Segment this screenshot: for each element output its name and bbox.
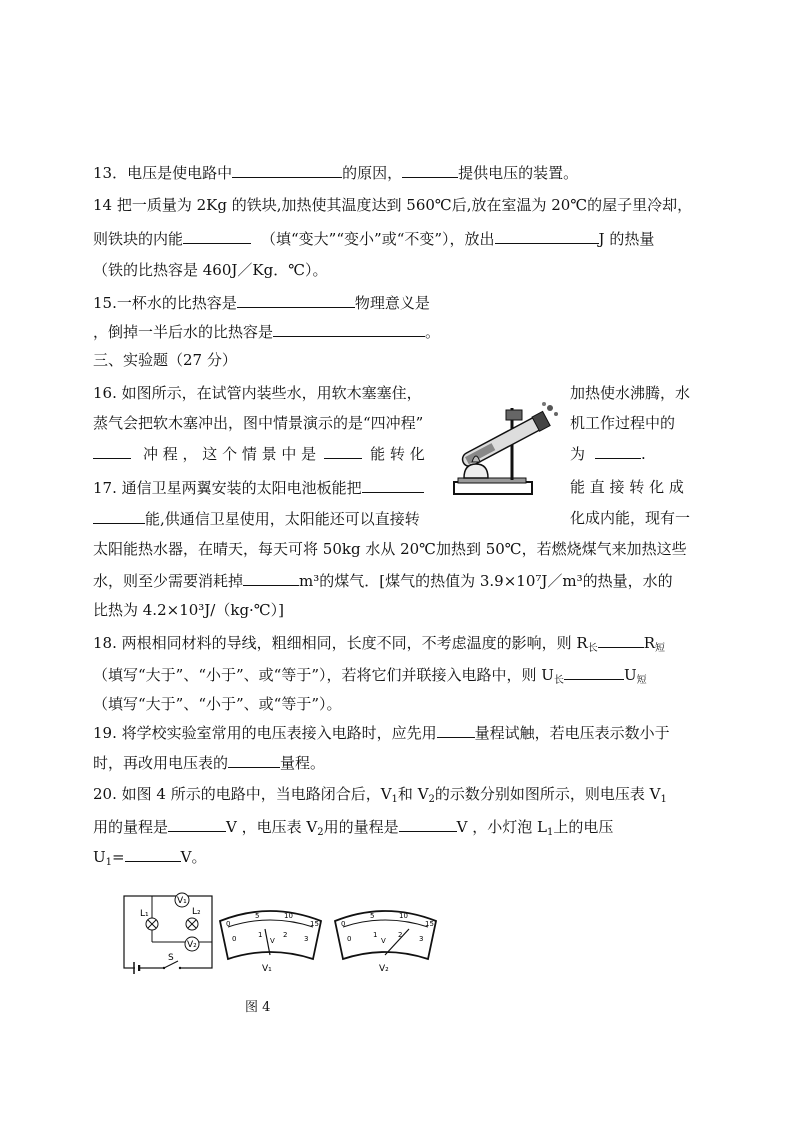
q18-text-3: （填写“大于”、“小于”、或“等于”）。 [93,695,342,713]
q18-line-2 [93,664,647,691]
q18-line-1 [93,632,665,659]
q16-blank-1[interactable] [93,443,131,459]
q13-blank-1[interactable] [232,162,342,178]
test-tube-apparatus-figure [450,400,562,498]
q17-text-5: 比热为 4.2×10³J/（kg·℃）] [93,601,284,619]
q14-line-3 [93,260,328,280]
q20-sub-4: 2 [317,827,324,838]
v1-label: V₁ [262,964,272,974]
q20-blank-2[interactable] [399,816,457,832]
q16-text-1b: 加热使水沸腾，水 [570,384,691,402]
q20-text-2e: 上的电压 [553,818,614,836]
v1-bottom-tick-1: 1 [258,931,263,939]
label-s: S [168,953,174,963]
q17-line-2a [93,508,420,529]
clamp [506,410,522,420]
voltmeter-v1-dial [218,907,323,975]
q16-text-2a: 蒸气会把软木塞冲出，图中情景演示的是“四冲程” [93,414,424,432]
q14-line-2 [93,228,654,249]
q13-text-b: 的原因， [342,164,403,182]
v1-top-tick-10: 10 [284,912,293,920]
q14-text-2b: （填“变大”“变小”或“不变”），放出 [261,230,495,248]
q14-blank-1[interactable] [183,228,251,244]
q17-line-5 [93,600,284,620]
v2-bottom-tick-0: 0 [347,935,352,943]
q18-text-1a: 18. 两根相同材料的导线，粗细相同，长度不同，不考虑温度的影响，则 R [93,634,588,652]
q19-blank-2[interactable] [228,752,280,768]
q20-line-2 [93,816,613,843]
q18-sub-1: 长 [587,643,598,654]
q16-text-3d: . [641,445,646,463]
q18-blank-2[interactable] [564,664,624,680]
q19-text-2b: 量程。 [280,754,326,772]
q14-text-1: 14 把一质量为 2Kg 的铁块,加热使其温度达到 560℃后,放在室温为 20℃的屋子里冷却， [93,196,693,214]
q16-line-1b [570,383,690,403]
q13-text-a: 13．电压是使电路中 [93,164,233,182]
q16-text-2b: 机工作过程中的 [570,414,676,432]
q13-blank-2[interactable] [402,162,458,178]
q16-text-1a: 16. 如图所示，在试管内装些水，用软木塞塞住， [93,384,422,402]
v2-top-tick-15: 15 [425,920,434,928]
q20-sub-5: 1 [546,827,554,838]
q14-line-1 [93,195,692,215]
q16-line-2a [93,413,423,433]
q17-text-1a: 17. 通信卫星两翼安装的太阳电池板能把 [93,479,362,497]
q17-line-1b [570,477,684,497]
section-3-text: 三、实验题（27 分） [93,351,237,369]
v1-bottom-tick-2: 2 [283,931,288,939]
label-l2: L₂ [192,907,201,917]
voltmeter-v2-dial [333,907,438,975]
lamp-l2-icon [186,918,198,930]
q20-sub-1: 1 [391,794,398,805]
q19-text-1a: 19. 将学校实验室常用的电压表接入电路时，应先用 [93,724,437,742]
stand-base [454,482,532,494]
v2-unit: V [381,937,386,945]
v1-bottom-tick-0: 0 [232,935,237,943]
label-l1: L₁ [140,909,149,919]
q20-text-1b: 和 V [397,785,429,803]
q19-line-2 [93,752,325,773]
label-v1: V₁ [177,896,187,906]
q20-text-3a: U [93,848,106,866]
q20-sub-3: 1 [660,794,667,805]
q17-text-1b: 能 直 接 转 化 成 [570,478,684,496]
q19-line-1 [93,722,670,743]
q16-blank-3[interactable] [595,443,641,459]
q20-text-2c: 用的量程是 [323,818,399,836]
q18-sub-4: 短 [636,675,647,686]
q16-text-3a: 冲 程 ， 这 个 情 景 中 是 [143,445,317,463]
v2-label: V₂ [379,964,389,974]
q20-line-1 [93,784,667,810]
q18-line-3 [93,694,342,714]
q18-sub-2: 短 [655,643,665,654]
q15-text-a: 15.一杯水的比热容是 [93,294,237,312]
q18-sub-3: 长 [553,675,564,686]
q20-text-1: 20. 如图 4 所示的电路中，当电路闭合后，V [93,785,392,803]
alcohol-lamp [464,464,488,478]
v1-top-tick-5: 5 [255,912,260,920]
label-v2: V₂ [187,940,197,950]
q20-blank-3[interactable] [125,846,181,862]
q17-line-2b [570,508,690,528]
v2-bottom-tick-3: 3 [419,935,424,943]
v2-top-tick-10: 10 [399,912,408,920]
q16-line-3c [570,443,646,464]
q20-text-2b: V ，电压表 V [226,818,318,836]
q18-text-2a: （填写“大于”、“小于”、或“等于”），若将它们并联接入电路中，则 U [93,666,554,684]
v2-bottom-tick-1: 1 [373,931,378,939]
q19-text-1b: 量程试触，若电压表示数小于 [474,724,670,742]
q16-text-3b: 能 转 化 [370,445,425,463]
q17-blank-1[interactable] [362,477,424,493]
q20-sub-2: 2 [428,794,435,805]
q17-line-3 [93,539,687,559]
q20-text-1c: 的示数分别如图所示，则电压表 V [434,785,661,803]
q13-text-c: 提供电压的装置。 [458,164,579,182]
q15-blank-1[interactable] [237,292,355,308]
q20-text-2a: 用的量程是 [93,818,169,836]
section-3-heading [93,350,237,370]
v2-bottom-tick-2: 2 [398,931,403,939]
q15-text-b: 物理意义是 [354,294,430,312]
q13-line [93,162,578,183]
q16-text-3c: 为 [570,445,586,463]
q15-text-d: 。 [425,323,441,341]
q20-text-3c: V。 [180,848,207,866]
q18-blank-1[interactable] [598,632,644,648]
q15-line-1 [93,292,430,313]
q17-text-4a: 水，则至少需要消耗掉 [93,572,244,590]
q17-text-2a: 能,供通信卫星使用，太阳能还可以直接转 [145,510,420,528]
q20-blank-1[interactable] [168,816,226,832]
q20-text-3b: = [112,848,125,866]
q17-text-3: 太阳能热水器，在晴天，每天可将 50kg 水从 20℃加热到 50℃，若燃烧煤气来加热这些 [93,540,687,558]
q17-text-2b: 化成内能，现有一 [570,509,691,527]
q18-text-2b: U [623,666,637,684]
q19-blank-1[interactable] [437,722,475,738]
q20-sub-6: 1 [105,857,113,868]
q15-line-2 [93,321,440,342]
q14-text-2a: 则铁块的内能 [93,230,184,248]
q20-text-2d: V ，小灯泡 L [456,818,547,836]
v2-top-tick-0: 0 [341,920,346,928]
q20-line-3 [93,846,206,873]
q16-line-1a [93,383,422,403]
v1-unit: V [270,937,275,945]
circuit-diagram [120,890,220,978]
q14-blank-2[interactable] [495,228,599,244]
q18-text-1b: R [643,634,655,652]
v2-top-tick-5: 5 [370,912,375,920]
v1-top-tick-0: 0 [226,920,231,928]
q14-text-3: （铁的比热容是 460J／Kg．℃）。 [93,261,328,279]
lamp-l1-icon [146,918,158,930]
q16-blank-2[interactable] [324,443,362,459]
v1-top-tick-15: 15 [310,920,319,928]
q17-line-1a [93,477,424,498]
q17-line-4 [93,570,673,591]
q17-text-4b: m³的煤气．[煤气的热值为 3.9×10⁷J／m³的热量，水的 [299,572,673,590]
v1-bottom-tick-3: 3 [304,935,309,943]
battery-icon [134,962,139,974]
figure-4-caption: 图 4 [245,1000,271,1015]
q15-blank-2[interactable] [273,321,425,337]
q17-blank-3[interactable] [243,570,299,586]
q17-blank-2[interactable] [93,508,145,524]
q15-text-c: ，倒掉一半后水的比热容是 [93,323,274,341]
q14-text-2c: J 的热量 [598,230,655,248]
q16-line-3a [93,443,425,464]
q19-text-2a: 时，再改用电压表的 [93,754,229,772]
q16-line-2b [570,413,675,433]
